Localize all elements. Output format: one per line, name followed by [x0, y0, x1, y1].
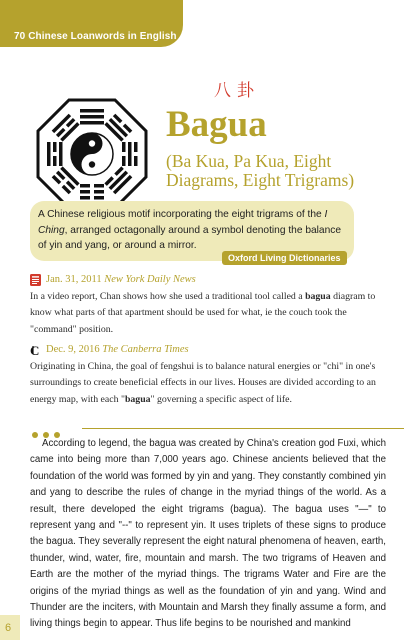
header-band [0, 0, 183, 47]
chinese-characters: 八卦 [214, 81, 260, 100]
page-number: 6 [5, 622, 12, 634]
bagua-diagram-icon [36, 98, 148, 210]
newspaper-icon [30, 274, 41, 286]
definition-text: A Chinese religious motif incorporating the eight trigrams of the I Ching, arranged octagonally around a symbol denoting the balance of yin and yang, or around a mirror. [38, 209, 342, 251]
section-divider-line [82, 428, 404, 429]
citation-text: Originating in China, the goal of fengshui is to balance natural energies or "chi" in one's surroundings to create beneficial effects in our lives. Houses are divided according to an energy map, with each "bagua" governing a specific aspect of life. [30, 361, 376, 405]
citation-heading [46, 274, 196, 285]
citation-source: New York Daily News [104, 274, 196, 285]
definition-italic: I Ching [38, 209, 328, 236]
citation-text: In a video report, Chan shows how she used a traditional tool called a bagua diagram to know what parts of that apartment should be used for what, ie the couch took the "command" position. [30, 291, 376, 335]
citation-date: Dec. 9, 2016 [46, 344, 100, 355]
citation-source: The Canberra Times [102, 344, 189, 355]
running-title: 70 Chinese Loanwords in English [14, 31, 177, 42]
svg-text:C: C [30, 344, 40, 356]
citation-date: Jan. 31, 2011 [46, 274, 102, 285]
definition-source-badge: Oxford Living Dictionaries [222, 251, 347, 265]
canberra-times-logo-icon [30, 344, 41, 356]
essay-paragraph: According to legend, the bagua was created by China's creation god Fuxi, which came into being more than 7,000 years ago. Chinese ancients believed that the foundation of the world was formed by yin and yang. They constantly combined yin and yang to describe the rules of change in the myriad things of the world. As a result, there developed the eight trigrams (bagua). The bagua uses "—" to represent yang and "--" to represent yin. It uses triplets of these signs to produce the bagua. They severally represent the eight natural phenomena of heaven, earth, thunder, wind, water, fire, mountain and marsh. The two trigrams of Heaven and Earth are the mother of the myriad things. The trigrams Water and Fire are the origins of the myriad things as well as the foundation of yin and yang. Wind and Thunder are the inciters, with Mountain and Marsh they finally assume a form, and living things begin to appear. Thus life begins to be nourished and mankind [30, 438, 386, 630]
headword: Bagua [166, 104, 267, 145]
citation-heading [46, 344, 189, 355]
headword-variants: (Ba Kua, Pa Kua, Eight Diagrams, Eight Trigrams) [166, 151, 355, 190]
